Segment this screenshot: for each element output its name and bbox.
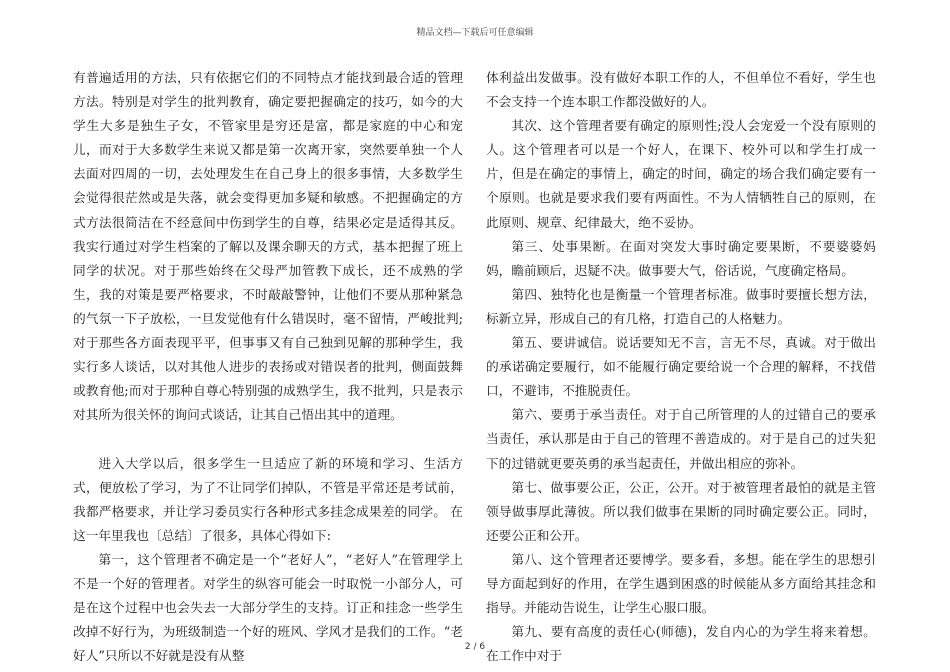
left-column	[73, 66, 463, 668]
paragraph-continuation: 体利益出发做事。没有做好本职工作的人，不但单位不看好，学生也不会支持一个连本职工作都没做好的人。	[486, 70, 876, 110]
paragraph-gap	[73, 427, 463, 451]
paragraph-point-three: 第三、处事果断。在面对突发大事时确定要果断，不要婆婆妈妈，瞻前顾后，迟疑不决。做事要大气，俗话说，气度确定格局。	[486, 238, 876, 278]
paragraph-point-one: 第一，这个管理者不确定是一个“老好人”，“老好人”在管理学上不是一个好的管理者。对学生的纵容可能会一时取悦一小部分人，可是在这个过程中也会失去一大部分学生的支持。订正和挂念一些学生改掉不好行为，为班级制造一个好的班风、学风才是我们的工作。“老好人”只所以不好就是没有从整	[73, 551, 463, 664]
page-number: 2 / 6	[464, 642, 486, 652]
paragraph-point-nine: 第九、要有高度的责任心(师德)，发自内心的为学生将来着想。在工作中对于	[486, 624, 876, 664]
paragraph-point-four: 第四、独特化也是衡量一个管理者标准。做事时要擅长想方法，标新立异，形成自己的有几格，打造自己的人格魅力。	[486, 286, 876, 326]
paragraph-study-requirements: 进入大学以后，很多学生一旦适应了新的环境和学习、生活方式，便放松了学习，为了不让同学们掉队，不管是平常还是考试前，我都严格要求，并让学习委员实行各种形式多挂念成果差的同学。 在这一年里我也〔总结〕了很多，具体心得如下:	[73, 455, 463, 543]
paragraph-point-seven: 第七、做事要公正，公正，公开。对于被管理者最怕的就是主管领导做事厚此薄彼。所以我们做事在果断的同时确定要公正。同时，还要公正和公开。	[486, 479, 876, 543]
paragraph-criticism-methods: 有普遍适用的方法，只有依据它们的不同特点才能找到最合适的管理方法。特别是对学生的批判教育，确定要把握确定的技巧，如今的大学生大多是独生子女，不管家里是穷还是富，都是家庭的中心和宠儿，而对于大多数学生来说又都是第一次离开家，突然要单独一个人去面对四周的一切，去处理发生在自己身上的很多事情，大多数学生会觉得很茫然或是失落，就会变得更加多疑和敏感。不把握确定的方式方法很简洁在不经意间中伤到学生的自尊，结果必定是适得其反。我实行通过对学生档案的了解以及课余聊天的方式，基本把握了班上同学的状况。对于那些始终在父母严加管教下成长，还不成熟的学生，我的对策是要严格要求，不时敲敲警钟，让他们不要从那种紧急的气氛一下子放松，一旦发觉他有什么错误时，毫不留情，严峻批判;对于那些各方面表现平平，但事事又有自己独到见解的那种学生，我实行多人谈话，以对其他人进步的表扬或对错误者的批判，侧面鼓舞或教育他;而对于那种自尊心特别强的成熟学生，我不批判，只是表示对其所为很关怀的询问式谈话，让其自己悟出其中的道理。	[73, 70, 463, 423]
paragraph-point-five: 第五、要讲诚信。说话要知无不言，言无不尽，真诚。对于做出的承诺确定要履行，如不能履行确定要给说一个合理的解释，不找借口，不避讳，不推脱责任。	[486, 335, 876, 399]
paragraph-point-two: 其次、这个管理者要有确定的原则性;没人会宠爱一个没有原则的人。这个管理者可以是一个好人，在课下、校外可以和学生打成一片，但是在确定的事情上，确定的时间，确定的场合我们确定要有一个原则。也就是要求我们要有两面性。不为人情牺牲自己的原则，在此原则、规章、纪律最大，绝不妥协。	[486, 118, 876, 230]
paragraph-point-six: 第六、要勇于承当责任。对于自己所管理的人的过错自己的要承当责任，承认那是由于自己的管理不善造成的。对于是自己的过失犯下的过错就更要英勇的承当起责任，并做出相应的弥补。	[486, 407, 876, 471]
page-header: 精品文档—下载后可任意编辑	[416, 28, 534, 38]
right-column	[486, 66, 876, 668]
paragraph-point-eight: 第八、这个管理者还要博学。要多看，多想。能在学生的思想引导方面起到好的作用，在学生遇到困惑的时候能从多方面给其挂念和指导。并能动告说生，让学生心服口服。	[486, 551, 876, 616]
